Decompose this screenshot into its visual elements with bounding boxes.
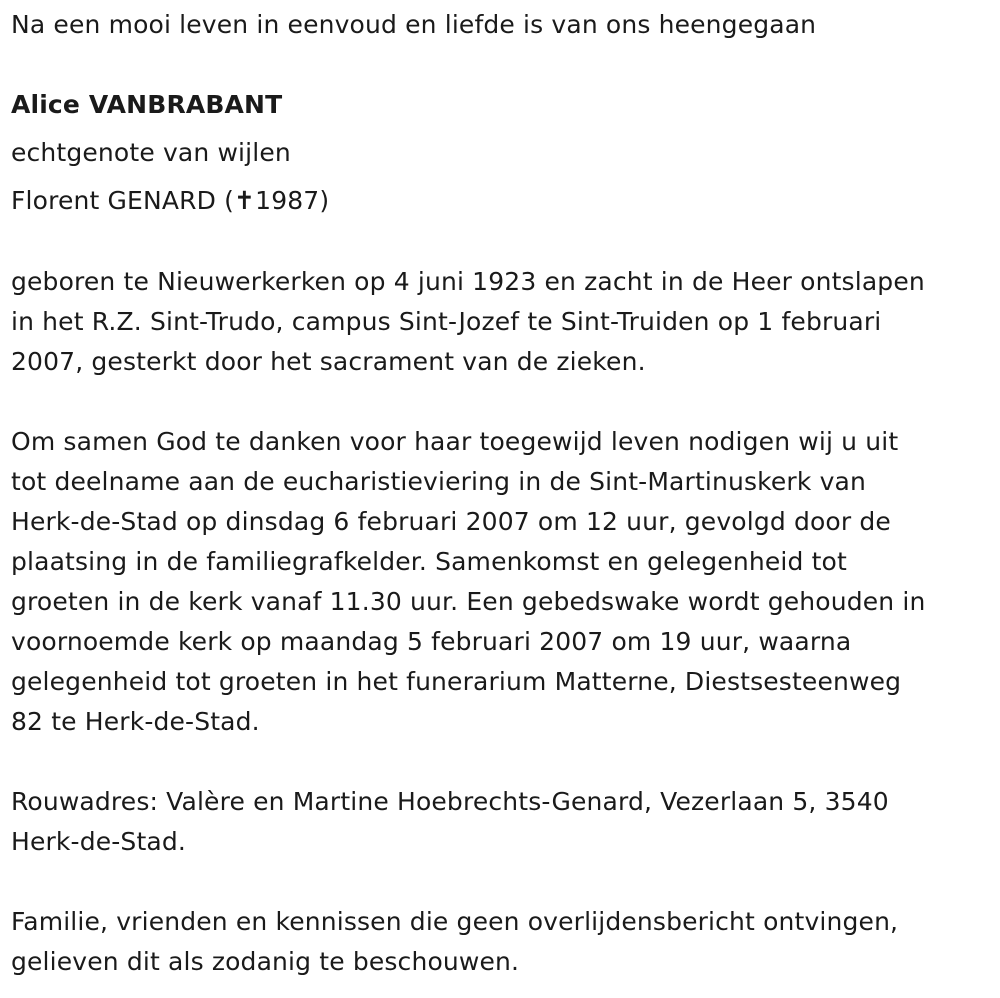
paragraph-line: plaatsing in de familiegrafkelder. Samenkomst en gelegenheid tot <box>11 547 847 576</box>
paragraph-line: 82 te Herk-de-Stad. <box>11 707 260 736</box>
paragraph-line: in het R.Z. Sint-Trudo, campus Sint-Jozef te Sint-Truiden op 1 februari <box>11 307 882 336</box>
birth-death-paragraph <box>11 262 925 382</box>
cross-icon: ✝ <box>234 186 256 215</box>
ceremony-paragraph <box>11 422 925 742</box>
paragraph-line: voornoemde kerk op maandag 5 februari 2007 om 19 uur, waarna <box>11 627 852 656</box>
relation-text: echtgenote van wijlen <box>11 138 291 167</box>
paragraph-line: Rouwadres: Valère en Martine Hoebrechts-Genard, Vezerlaan 5, 3540 <box>11 787 889 816</box>
mourning-address-paragraph <box>11 782 889 862</box>
spouse-name: Florent GENARD ( <box>11 186 235 215</box>
paragraph-line: Herk-de-Stad. <box>11 827 186 856</box>
spouse-line <box>11 181 329 229</box>
paragraph-line: groeten in de kerk vanaf 11.30 uur. Een gebedswake wordt gehouden in <box>11 587 926 616</box>
intro-section <box>11 5 816 45</box>
deceased-section <box>11 85 329 229</box>
paragraph-line: tot deelname aan de eucharistieviering in de Sint-Martinuskerk van <box>11 467 866 496</box>
deceased-name: Alice VANBRABANT <box>11 90 283 119</box>
paragraph-line: 2007, gesterkt door het sacrament van de zieken. <box>11 347 646 376</box>
spouse-year: 1987) <box>255 186 330 215</box>
intro-text: Na een mooi leven in eenvoud en liefde is van ons heengegaan <box>11 10 817 39</box>
paragraph-line: geboren te Nieuwerkerken op 4 juni 1923 en zacht in de Heer ontslapen <box>11 267 925 296</box>
paragraph-line: Familie, vrienden en kennissen die geen overlijdensbericht ontvingen, <box>11 907 899 936</box>
paragraph-line: Om samen God te danken voor haar toegewijd leven nodigen wij u uit <box>11 427 899 456</box>
paragraph-line: Herk-de-Stad op dinsdag 6 februari 2007 om 12 uur, gevolgd door de <box>11 507 891 536</box>
paragraph-line: gelieven dit als zodanig te beschouwen. <box>11 947 520 976</box>
paragraph-line: gelegenheid tot groeten in het funerarium Matterne, Diestsesteenweg <box>11 667 902 696</box>
closing-paragraph <box>11 902 898 982</box>
